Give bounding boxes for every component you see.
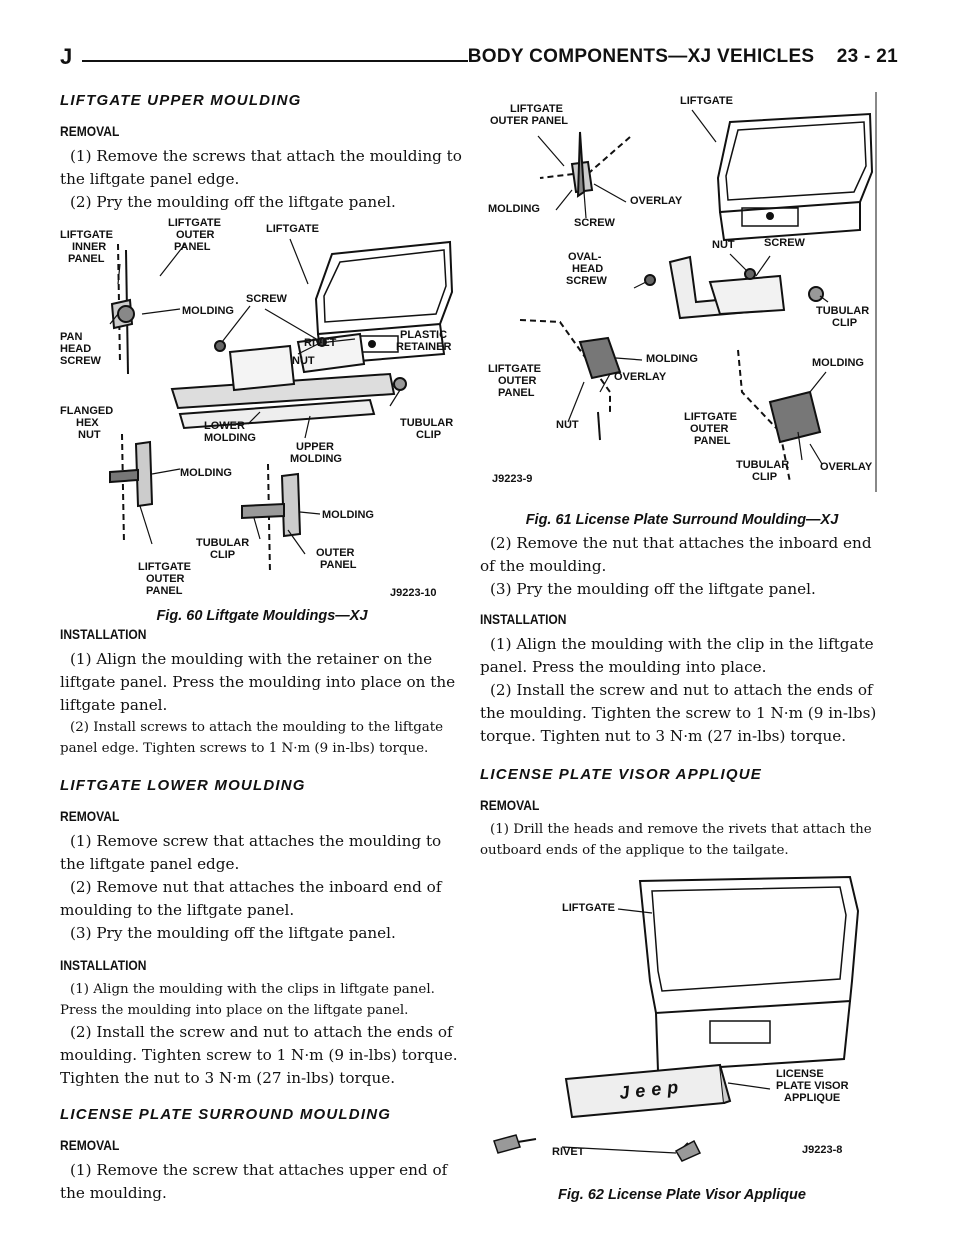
- label-nut: NUT: [292, 355, 315, 367]
- subheading-removal: REMOVAL: [60, 808, 120, 824]
- section-title: LIFTGATE UPPER MOULDING: [60, 92, 302, 109]
- label-outer-panel2-2: PANEL: [320, 559, 357, 571]
- figure-60-caption: Fig. 60 Liftgate Mouldings—XJ: [156, 608, 368, 624]
- header-rule: [82, 60, 468, 62]
- label-flanged-2: HEX: [76, 417, 99, 429]
- figure-60: [60, 214, 464, 624]
- paragraph: (2) Pry the moulding off the liftgate panel.: [70, 193, 396, 211]
- paragraph: (2) Remove nut that attaches the inboard end of moulding to the liftgate panel.: [60, 878, 442, 919]
- subheading-installation: INSTALLATION: [60, 626, 147, 642]
- label-molding-3: MOLDING: [322, 509, 374, 521]
- paragraph: (1) Remove screw that attaches the moulding to the liftgate panel edge.: [60, 832, 442, 873]
- label-license-2: PLATE VISOR: [776, 1080, 849, 1092]
- right-column: [480, 92, 884, 1203]
- subheading-installation: INSTALLATION: [60, 957, 147, 973]
- label-plastic-2: RETAINER: [396, 341, 452, 353]
- label-outer-panel2-2: OUTER: [498, 375, 537, 387]
- label-flanged-3: NUT: [78, 429, 101, 441]
- label-outer-panel3-2: OUTER: [690, 423, 729, 435]
- label-tubular-clip2-2: CLIP: [210, 549, 236, 561]
- subheading-removal: REMOVAL: [60, 123, 120, 139]
- figure-code: J9223-8: [802, 1144, 843, 1156]
- page-header: [60, 44, 898, 74]
- label-outer-panel3-1: LIFTGATE: [138, 561, 191, 573]
- figure-62-illustration: [480, 871, 884, 1191]
- figure-61: [480, 92, 884, 532]
- label-molding-2: MOLDING: [646, 353, 698, 365]
- paragraph: (1) Remove the screws that attach the moulding to the liftgate panel edge.: [60, 147, 462, 188]
- figure-61-caption: Fig. 61 License Plate Surround Moulding—XJ: [525, 512, 839, 528]
- label-lower-molding-2: MOLDING: [204, 432, 256, 444]
- left-column: [60, 92, 464, 1205]
- label-screw: SCREW: [574, 217, 615, 229]
- label-overlay-3: OVERLAY: [820, 461, 873, 473]
- figure-61-illustration: [480, 92, 884, 502]
- label-flanged-1: FLANGED: [60, 405, 114, 417]
- label-plastic-1: PLASTIC: [400, 329, 448, 341]
- label-tubular-clip2-2: CLIP: [752, 471, 778, 483]
- label-outer-panel2-1: OUTER: [316, 547, 355, 559]
- label-outer-panel2-3: PANEL: [498, 387, 535, 399]
- label-outer-panel-2: OUTER PANEL: [490, 115, 569, 127]
- label-lower-molding-1: LOWER: [204, 420, 245, 432]
- paragraph: (3) Pry the moulding off the liftgate panel.: [70, 924, 396, 942]
- label-molding-2: MOLDING: [180, 467, 232, 479]
- paragraph: (2) Install the screw and nut to attach the ends of the moulding. Tighten the screw to 1 N·m (9 in-lbs) torque. Tighten nut to 3 N·m (27 in-lbs) torque.: [480, 681, 877, 745]
- label-oval-3: SCREW: [566, 275, 607, 287]
- paragraph: (1) Align the moulding with the retainer on the liftgate panel. Press the moulding into place on the liftgate panel.: [60, 650, 456, 714]
- label-outer-panel3-3: PANEL: [146, 585, 183, 597]
- label-rivet: RIVET: [552, 1146, 585, 1158]
- figure-code: J9223-10: [390, 587, 437, 599]
- label-tubular-clip-2: CLIP: [832, 317, 858, 329]
- jeep-logo: Jeep: [618, 1076, 686, 1103]
- figure-62: [480, 871, 884, 1203]
- subheading-installation: INSTALLATION: [480, 611, 567, 627]
- paragraph: (1) Align the moulding with the clip in the liftgate panel. Press the moulding into place.: [480, 635, 874, 676]
- label-tubular-clip-2: CLIP: [416, 429, 442, 441]
- section-title: LICENSE PLATE VISOR APPLIQUE: [480, 766, 762, 783]
- subheading-removal: REMOVAL: [60, 1137, 120, 1153]
- label-outer-panel2-1: LIFTGATE: [488, 363, 541, 375]
- paragraph: (2) Remove the nut that attaches the inboard end of the moulding.: [480, 534, 872, 575]
- section-title: LICENSE PLATE SURROUND MOULDING: [60, 1106, 392, 1123]
- label-oval-1: OVAL-: [568, 251, 602, 263]
- figure-62-caption: Fig. 62 License Plate Visor Applique: [558, 1187, 806, 1203]
- section-title: LIFTGATE LOWER MOULDING: [60, 777, 306, 794]
- paragraph: (1) Drill the heads and remove the rivets that attach the outboard ends of the applique to the tailgate.: [480, 822, 872, 858]
- label-inner-panel-3: PANEL: [68, 253, 105, 265]
- label-outer-panel3-2: OUTER: [146, 573, 185, 585]
- label-outer-panel3-1: LIFTGATE: [684, 411, 737, 423]
- figure-code: J9223-9: [492, 473, 533, 485]
- label-license-1: LICENSE: [776, 1068, 824, 1080]
- label-liftgate: LIFTGATE: [680, 95, 733, 107]
- label-overlay-2: OVERLAY: [614, 371, 667, 383]
- label-tubular-clip-1: TUBULAR: [400, 417, 454, 429]
- label-nut: NUT: [712, 239, 735, 251]
- label-inner-panel-1: LIFTGATE: [60, 229, 113, 241]
- paragraph: (2) Install screws to attach the moulding to the liftgate panel edge. Tighten screws to 1 N·m (9 in-lbs) torque.: [60, 720, 444, 756]
- label-inner-panel-2: INNER: [72, 241, 107, 253]
- paragraph: (2) Install the screw and nut to attach the ends of moulding. Tighten screw to 1 N·m (9 in-lbs) torque. Tighten the nut to 3 N·m (27 in-lbs) torque.: [60, 1023, 458, 1087]
- label-pan-2: HEAD: [60, 343, 92, 355]
- label-molding: MOLDING: [182, 305, 234, 317]
- paragraph: (3) Pry the moulding off the liftgate panel.: [490, 580, 816, 598]
- header-letter: J: [60, 44, 73, 69]
- label-molding-3: MOLDING: [812, 357, 864, 369]
- label-upper-molding-2: MOLDING: [290, 453, 342, 465]
- label-liftgate: LIFTGATE: [266, 223, 319, 235]
- label-rivet: RIVET: [304, 337, 337, 349]
- label-liftgate: LIFTGATE: [562, 902, 615, 914]
- page-number: 23 - 21: [836, 46, 898, 67]
- label-upper-molding-1: UPPER: [296, 441, 334, 453]
- label-pan-3: SCREW: [60, 355, 101, 367]
- paragraph: (1) Remove the screw that attaches upper end of the moulding.: [60, 1161, 448, 1202]
- label-tubular-clip-1: TUBULAR: [816, 305, 870, 317]
- label-tubular-clip2-1: TUBULAR: [196, 537, 250, 549]
- header-title: BODY COMPONENTS—XJ VEHICLES 23 - 21: [467, 46, 898, 67]
- label-pan-1: PAN: [60, 331, 83, 343]
- label-outer-panel-1: LIFTGATE: [510, 103, 563, 115]
- paragraph: (1) Align the moulding with the clips in liftgate panel. Press the moulding into place on the liftgate panel.: [60, 982, 435, 1018]
- label-outer-panel-1: LIFTGATE: [168, 217, 221, 229]
- label-screw: SCREW: [246, 293, 287, 305]
- label-molding: MOLDING: [488, 203, 540, 215]
- label-tubular-clip2-1: TUBULAR: [736, 459, 790, 471]
- label-outer-panel3-3: PANEL: [694, 435, 731, 447]
- label-screw-2: SCREW: [764, 237, 805, 249]
- label-nut-2: NUT: [556, 419, 579, 431]
- figure-60-illustration: [60, 214, 464, 604]
- label-outer-panel-3: PANEL: [174, 241, 211, 253]
- label-license-3: APPLIQUE: [784, 1092, 841, 1104]
- label-overlay: OVERLAY: [630, 195, 683, 207]
- label-outer-panel-2: OUTER: [176, 229, 215, 241]
- label-oval-2: HEAD: [572, 263, 604, 275]
- subheading-removal: REMOVAL: [480, 797, 540, 813]
